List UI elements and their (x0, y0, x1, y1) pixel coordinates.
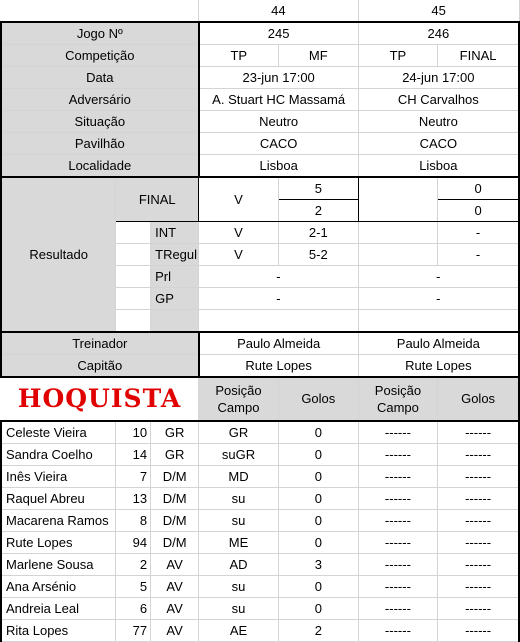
game1-goals[interactable]: 0 (278, 532, 358, 554)
player-name[interactable]: Rute Lopes (1, 532, 116, 554)
goals-header: Golos (438, 377, 519, 421)
game2-field-position[interactable]: ------ (358, 620, 437, 642)
label-jogo: Jogo Nº (1, 22, 199, 45)
game2-goals[interactable]: ------ (438, 510, 519, 532)
label-final: FINAL (116, 177, 199, 222)
player-position[interactable]: D/M (151, 488, 199, 510)
player-name[interactable]: Macarena Ramos (1, 510, 116, 532)
player-row (1, 488, 519, 510)
player-number[interactable]: 13 (116, 488, 151, 510)
game1-field-position[interactable]: suGR (199, 444, 279, 466)
player-number[interactable]: 5 (116, 576, 151, 598)
captain[interactable]: Rute Lopes (199, 355, 359, 378)
player-position[interactable]: D/M (151, 466, 199, 488)
competition-code[interactable]: TP (199, 45, 279, 67)
position-header-line1: Posição (374, 383, 422, 398)
game1-field-position[interactable]: su (199, 576, 279, 598)
game2-field-position[interactable]: ------ (358, 444, 437, 466)
tregul-mark[interactable]: V (199, 244, 279, 266)
position-header-line2: Campo (376, 400, 419, 415)
spacer (358, 310, 519, 333)
label-localidade: Localidade (1, 155, 199, 178)
player-number[interactable]: 14 (116, 444, 151, 466)
player-name[interactable]: Raquel Abreu (1, 488, 116, 510)
player-position[interactable]: GR (151, 421, 199, 444)
game2-goals[interactable]: ------ (438, 488, 519, 510)
player-name[interactable]: Marlene Sousa (1, 554, 116, 576)
gp-score[interactable]: - (358, 288, 519, 310)
city[interactable]: Lisboa (199, 155, 359, 178)
player-name[interactable]: Sandra Coelho (1, 444, 116, 466)
game1-field-position[interactable]: su (199, 510, 279, 532)
column-number: 44 (199, 0, 359, 22)
game1-goals[interactable]: 0 (278, 598, 358, 620)
game2-goals[interactable]: ------ (438, 466, 519, 488)
int-mark[interactable]: V (199, 222, 279, 244)
player-position[interactable]: AV (151, 576, 199, 598)
spacer (116, 244, 151, 266)
column-number: 45 (358, 0, 519, 22)
spacer (116, 222, 151, 244)
spacer (116, 310, 151, 333)
gp-score[interactable]: - (199, 288, 359, 310)
game2-goals[interactable]: ------ (438, 598, 519, 620)
int-score[interactable]: - (438, 222, 519, 244)
arena[interactable]: CACO (358, 133, 519, 155)
game-date[interactable]: 23-jun 17:00 (199, 67, 359, 89)
player-name[interactable]: Celeste Vieira (1, 421, 116, 444)
tregul-mark[interactable] (358, 244, 437, 266)
final-score-opp[interactable]: 2 (278, 200, 358, 222)
game1-goals[interactable]: 0 (278, 488, 358, 510)
player-row (1, 620, 519, 642)
game2-field-position[interactable]: ------ (358, 576, 437, 598)
game2-field-position[interactable]: ------ (358, 466, 437, 488)
final-score-own[interactable]: 5 (278, 177, 358, 200)
player-position[interactable]: AV (151, 554, 199, 576)
game-date[interactable]: 24-jun 17:00 (358, 67, 519, 89)
game1-goals[interactable]: 3 (278, 554, 358, 576)
label-pavilhao: Pavilhão (1, 133, 199, 155)
spacer (151, 310, 199, 333)
label-int: INT (151, 222, 199, 244)
game2-field-position[interactable]: ------ (358, 510, 437, 532)
player-row (1, 510, 519, 532)
player-row (1, 598, 519, 620)
player-number[interactable]: 94 (116, 532, 151, 554)
game2-goals[interactable]: ------ (438, 421, 519, 444)
player-position[interactable]: D/M (151, 532, 199, 554)
label-resultado: Resultado (1, 177, 116, 332)
game1-field-position[interactable]: ME (199, 532, 279, 554)
coach[interactable]: Paulo Almeida (199, 332, 359, 355)
label-capitao: Capitão (1, 355, 199, 378)
opponent[interactable]: A. Stuart HC Massamá (199, 89, 359, 111)
label-treinador: Treinador (1, 332, 199, 355)
opponent[interactable]: CH Carvalhos (358, 89, 519, 111)
game2-goals[interactable]: ------ (438, 554, 519, 576)
competition-phase[interactable]: FINAL (438, 45, 519, 67)
player-number[interactable]: 10 (116, 421, 151, 444)
position-header-line2: Campo (217, 400, 260, 415)
player-row (1, 576, 519, 598)
player-position[interactable]: AV (151, 620, 199, 642)
player-number[interactable]: 77 (116, 620, 151, 642)
final-mark[interactable]: V (199, 177, 279, 222)
label-adversario: Adversário (1, 89, 199, 111)
int-mark[interactable] (358, 222, 437, 244)
game1-field-position[interactable]: AE (199, 620, 279, 642)
game1-field-position[interactable]: MD (199, 466, 279, 488)
spacer (116, 288, 151, 310)
label-prl: Prl (151, 266, 199, 288)
player-name[interactable]: Inês Vieira (1, 466, 116, 488)
spacer (116, 266, 151, 288)
label-tregul: TRegul (151, 244, 199, 266)
player-position[interactable]: GR (151, 444, 199, 466)
city[interactable]: Lisboa (358, 155, 519, 178)
game2-goals[interactable]: ------ (438, 576, 519, 598)
game1-goals[interactable]: 0 (278, 444, 358, 466)
player-row (1, 444, 519, 466)
player-row (1, 421, 519, 444)
final-score-opp[interactable]: 0 (438, 200, 519, 222)
player-name[interactable]: Andreia Leal (1, 598, 116, 620)
player-number[interactable]: 7 (116, 466, 151, 488)
game1-field-position[interactable]: GR (199, 421, 279, 444)
player-row (1, 554, 519, 576)
position-header (358, 377, 437, 421)
game2-goals[interactable]: ------ (438, 532, 519, 554)
label-competicao: Competição (1, 45, 199, 67)
game1-field-position[interactable]: su (199, 598, 279, 620)
game2-field-position[interactable]: ------ (358, 532, 437, 554)
player-number[interactable]: 8 (116, 510, 151, 532)
label-data: Data (1, 67, 199, 89)
coach[interactable]: Paulo Almeida (358, 332, 519, 355)
player-number[interactable]: 2 (116, 554, 151, 576)
player-row (1, 466, 519, 488)
label-gp: GP (151, 288, 199, 310)
game1-goals[interactable]: 0 (278, 510, 358, 532)
prl-score[interactable]: - (358, 266, 519, 288)
game1-goals[interactable]: 2 (278, 620, 358, 642)
player-name[interactable]: Rita Lopes (1, 620, 116, 642)
game1-field-position[interactable]: su (199, 488, 279, 510)
player-position[interactable]: D/M (151, 510, 199, 532)
game1-goals[interactable]: 0 (278, 421, 358, 444)
game2-field-position[interactable]: ------ (358, 598, 437, 620)
game2-goals[interactable]: ------ (438, 620, 519, 642)
venue-situation[interactable]: Neutro (199, 111, 359, 133)
position-header (199, 377, 279, 421)
captain[interactable]: Rute Lopes (358, 355, 519, 378)
game2-goals[interactable]: ------ (438, 444, 519, 466)
competition-phase[interactable]: MF (278, 45, 358, 67)
prl-score[interactable]: - (199, 266, 359, 288)
player-row (1, 532, 519, 554)
corner-cell (1, 0, 199, 22)
player-number[interactable]: 6 (116, 598, 151, 620)
competition-code[interactable]: TP (358, 45, 437, 67)
tregul-score[interactable]: - (438, 244, 519, 266)
game2-field-position[interactable]: ------ (358, 421, 437, 444)
player-name[interactable]: Ana Arsénio (1, 576, 116, 598)
game1-goals[interactable]: 0 (278, 576, 358, 598)
game-number[interactable]: 245 (199, 22, 359, 45)
game1-field-position[interactable]: AD (199, 554, 279, 576)
game1-goals[interactable]: 0 (278, 466, 358, 488)
final-score-own[interactable]: 0 (438, 177, 519, 200)
label-situacao: Situação (1, 111, 199, 133)
game2-field-position[interactable]: ------ (358, 488, 437, 510)
final-mark[interactable] (358, 177, 437, 222)
position-header-line1: Posição (215, 383, 262, 398)
arena[interactable]: CACO (199, 133, 359, 155)
venue-situation[interactable]: Neutro (358, 111, 519, 133)
int-score[interactable]: 2-1 (278, 222, 358, 244)
hoquista-title: HOQUISTA (1, 377, 199, 421)
player-position[interactable]: AV (151, 598, 199, 620)
game2-field-position[interactable]: ------ (358, 554, 437, 576)
game-number[interactable]: 246 (358, 22, 519, 45)
spacer (199, 310, 359, 333)
goals-header: Golos (278, 377, 358, 421)
tregul-score[interactable]: 5-2 (278, 244, 358, 266)
